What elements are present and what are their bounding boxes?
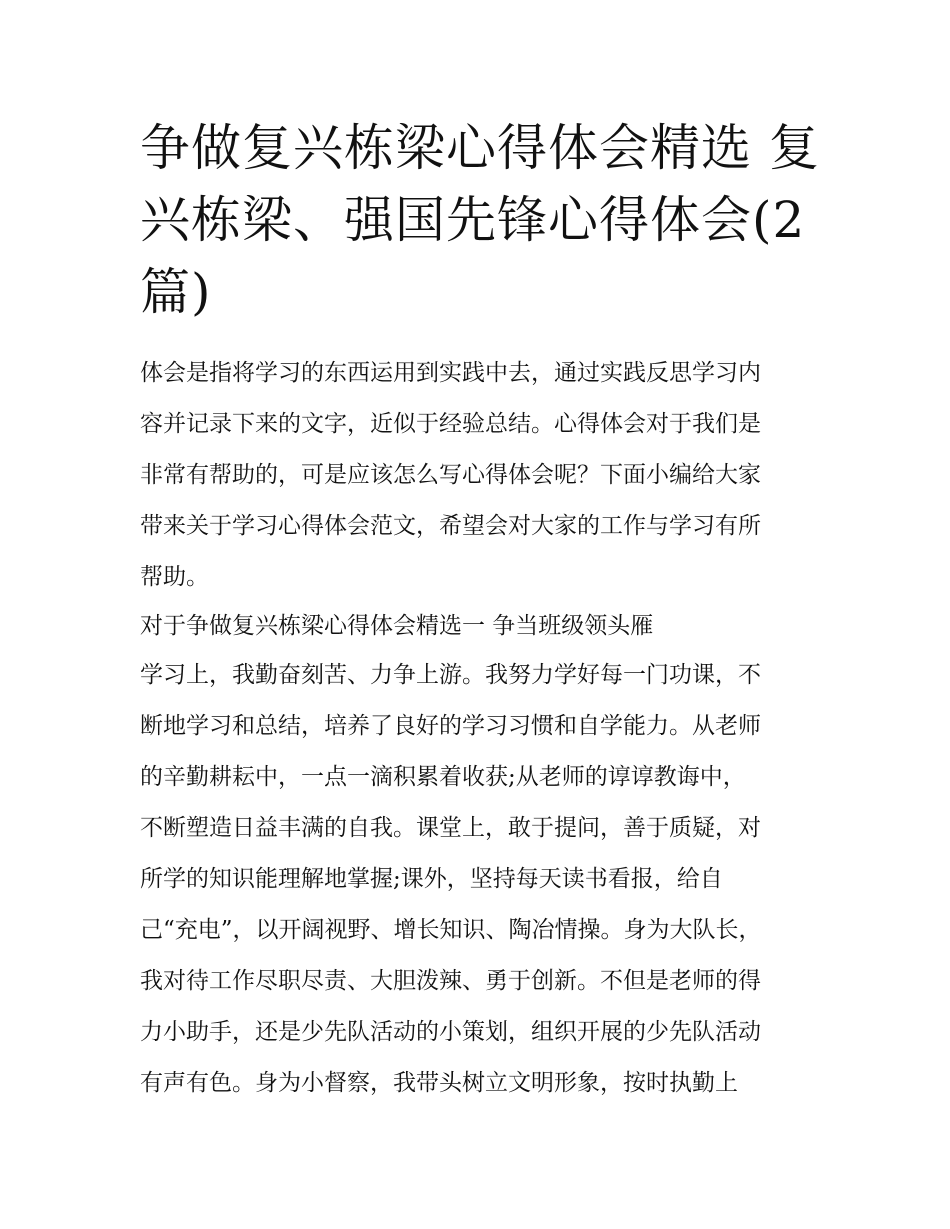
title-line: 争做复兴栋梁心得体会精选 复 (140, 119, 820, 177)
body-line: 有声有色。身为小督察，我带头树立文明形象，按时执勤上 (140, 1070, 738, 1096)
body-line: 不断塑造日益丰满的自我。课堂上，敢于提问，善于质疑，对 (140, 815, 761, 841)
intro-paragraph (140, 348, 820, 603)
intro-line: 带来关于学习心得体会范文，希望会对大家的工作与学习有所 (140, 513, 761, 539)
document-title (140, 112, 820, 328)
intro-line: 非常有帮助的，可是应该怎么写心得体会呢？下面小编给大家 (140, 462, 761, 488)
intro-line: 容并记录下来的文字，近似于经验总结。心得体会对于我们是 (140, 411, 761, 437)
title-line: 篇) (140, 263, 212, 321)
section-heading: 对于争做复兴栋梁心得体会精选一 争当班级领头雁 (140, 613, 654, 639)
title-line: 兴栋梁、强国先锋心得体会(2 (140, 191, 806, 249)
body-line: 力小助手，还是少先队活动的小策划，组织开展的少先队活动 (140, 1019, 761, 1045)
body-line: 己“充电”，以开阔视野、增长知识、陶冶情操。身为大队长， (140, 917, 762, 943)
intro-line: 帮助。 (140, 564, 209, 590)
body-line: 断地学习和总结，培养了良好的学习习惯和自学能力。从老师 (140, 713, 761, 739)
body-line: 学习上，我勤奋刻苦、力争上游。我努力学好每一门功课，不 (140, 662, 761, 688)
document-page (140, 112, 820, 1109)
body-line: 所学的知识能理解地掌握;课外，坚持每天读书看报，给自 (140, 866, 723, 892)
body-line: 我对待工作尽职尽责、大胆泼辣、勇于创新。不但是老师的得 (140, 968, 761, 994)
body-paragraph (140, 649, 820, 1109)
body-line: 的辛勤耕耘中，一点一滴积累着收获;从老师的谆谆教诲中， (140, 764, 746, 790)
intro-line: 体会是指将学习的东西运用到实践中去，通过实践反思学习内 (140, 360, 761, 386)
